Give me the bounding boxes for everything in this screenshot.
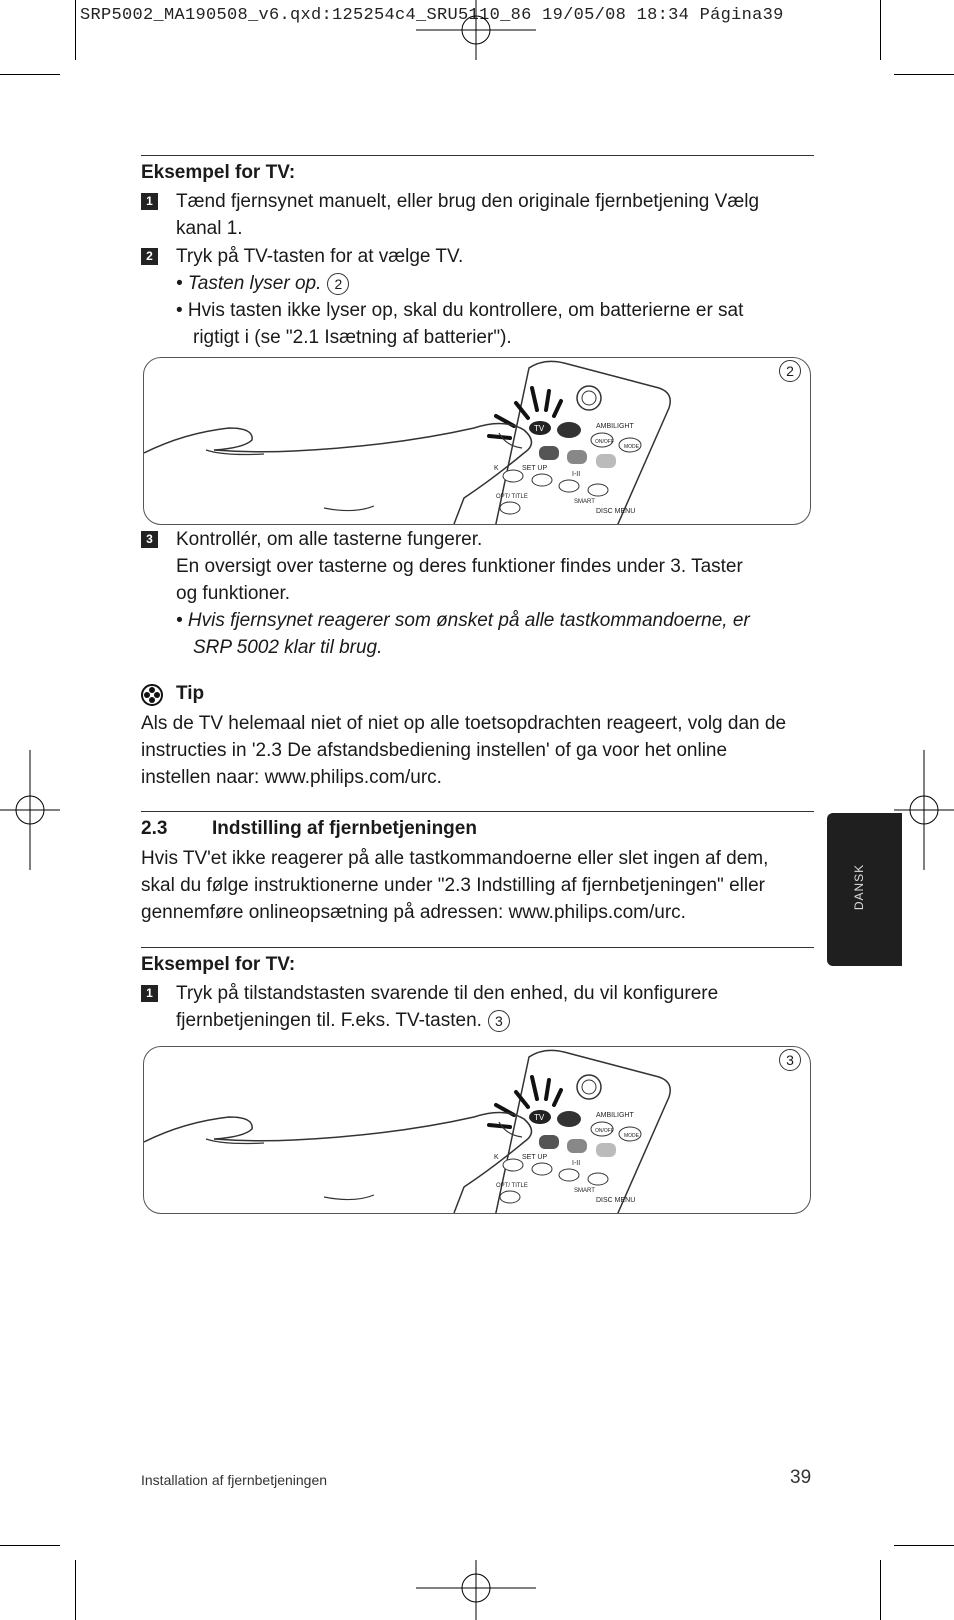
remote-label: AMBILIGHT: [596, 423, 634, 430]
figure-label: [779, 1049, 801, 1071]
registration-mark-top: [416, 0, 536, 60]
illustration-remote-tv-button: [143, 1046, 811, 1214]
body-text: skal du følge instruktionerne under "2.3 Indstilling af fjernbetjeningen" eller: [141, 875, 765, 896]
remote-label: ON/OFF: [595, 1128, 614, 1134]
crop-mark: [880, 1560, 881, 1620]
crop-mark: [894, 74, 954, 75]
step-text: kanal 1.: [176, 218, 243, 239]
remote-label: ON/OFF: [595, 439, 614, 445]
remote-label: OPT/ TITLE: [496, 494, 528, 500]
remote-label: SMART: [574, 1188, 595, 1194]
step-number: 1: [141, 985, 158, 1002]
print-slug: SRP5002_MA190508_v6.qxd:125254c4_SRU5110_86 19/05/08 18:34 Página39: [80, 6, 784, 25]
bullet-text: [176, 270, 349, 297]
section-number: 2.3: [141, 818, 168, 839]
remote-label: MODE: [624, 1133, 639, 1139]
figure-ref: 2: [327, 273, 349, 295]
registration-mark-right: [894, 750, 954, 870]
tip-icon: [141, 684, 163, 706]
illustration-remote-tv-button: [143, 357, 811, 525]
divider: [141, 947, 814, 948]
step-number: 2: [141, 248, 158, 265]
divider: [141, 155, 814, 156]
remote-label: MODE: [624, 444, 639, 450]
figure-ref: 3: [488, 1010, 510, 1032]
registration-mark-bottom: [416, 1560, 536, 1620]
divider: [141, 811, 814, 812]
step-text: En oversigt over tasterne og deres funktioner findes under 3. Taster: [176, 556, 743, 577]
remote-label: DISC MENU: [596, 1197, 636, 1204]
bullet-text: • Hvis tasten ikke lyser op, skal du kontrollere, om batterierne er sat: [176, 300, 744, 321]
body-text: Hvis TV'et ikke reagerer på alle tastkommandoerne eller slet ingen af dem,: [141, 848, 769, 869]
bullet-text: rigtigt i (se "2.1 Isætning af batterier").: [193, 327, 512, 348]
section-heading: Eksempel for TV:: [141, 954, 296, 975]
crop-mark: [75, 0, 76, 60]
step-number: 1: [141, 193, 158, 210]
tip-text: instellen naar: www.philips.com/urc.: [141, 767, 442, 788]
crop-mark: [894, 1545, 954, 1546]
tip-title: Tip: [176, 683, 205, 704]
remote-label: AMBILIGHT: [596, 1112, 634, 1119]
remote-label: TV: [534, 1113, 545, 1122]
remote-label: SMART: [574, 499, 595, 505]
remote-label: TV: [534, 424, 545, 433]
crop-mark: [0, 74, 60, 75]
remote-label: I-II: [572, 1160, 581, 1167]
section-heading: Eksempel for TV:: [141, 162, 296, 183]
step-text: Tænd fjernsynet manuelt, eller brug den originale fjernbetjening Vælg: [176, 191, 760, 212]
remote-label: SET UP: [522, 1154, 548, 1161]
registration-mark-left: [0, 750, 60, 870]
figure-number: 3: [779, 1049, 801, 1071]
section-title: Indstilling af fjernbetjeningen: [212, 818, 477, 839]
figure-label: [779, 360, 801, 382]
remote-label: OPT/ TITLE: [496, 1183, 528, 1189]
remote-label: K: [494, 465, 499, 472]
language-tab-label: DANSK: [852, 863, 867, 911]
figure-number: 2: [779, 360, 801, 382]
footer-chapter: Installation af fjernbetjeningen: [141, 1472, 328, 1488]
bullet-label: • Tasten lyser op.: [176, 273, 322, 294]
page-number: 39: [790, 1467, 812, 1488]
tip-text: Als de TV helemaal niet of niet op alle toetsopdrachten reageert, volg dan de: [141, 713, 787, 734]
step-text-part: fjernbetjeningen til. F.eks. TV-tasten.: [176, 1010, 482, 1031]
step-text: Tryk på tilstandstasten svarende til den enhed, du vil konfigurere: [176, 983, 719, 1004]
body-text: gennemføre onlineopsætning på adressen: www.philips.com/urc.: [141, 902, 686, 923]
bullet-text: SRP 5002 klar til brug.: [193, 637, 383, 658]
tip-text: instructies in '2.3 De afstandsbediening instellen' of ga voor het online: [141, 740, 728, 761]
crop-mark: [75, 1560, 76, 1620]
crop-mark: [880, 0, 881, 60]
step-text: Kontrollér, om alle tasterne fungerer.: [176, 529, 483, 550]
remote-label: K: [494, 1154, 499, 1161]
remote-label: I-II: [572, 471, 581, 478]
step-text: Tryk på TV-tasten for at vælge TV.: [176, 246, 464, 267]
remote-label: DISC MENU: [596, 508, 636, 515]
crop-mark: [0, 1545, 60, 1546]
step-text: [176, 1007, 510, 1034]
bullet-text: • Hvis fjernsynet reagerer som ønsket på alle tastkommandoerne, er: [176, 610, 750, 631]
remote-label: SET UP: [522, 465, 548, 472]
step-number: 3: [141, 531, 158, 548]
step-text: og funktioner.: [176, 583, 291, 604]
